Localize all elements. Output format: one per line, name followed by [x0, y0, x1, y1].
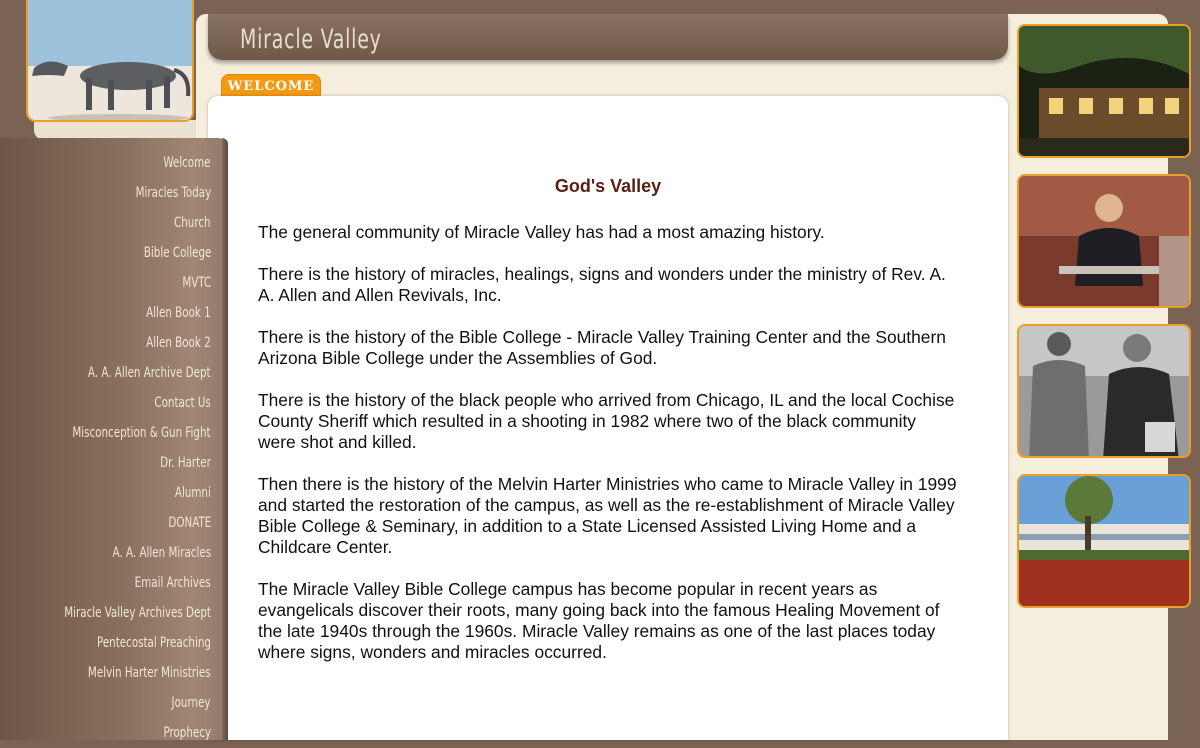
page-heading: God's Valley	[554, 176, 662, 196]
tab-welcome[interactable]: WELCOME	[221, 74, 321, 97]
campus-building-night-photo	[1017, 24, 1191, 158]
nav-item-alumni[interactable]: Alumni	[175, 485, 211, 501]
nav-item-allen-book-2[interactable]: Allen Book 2	[146, 335, 211, 351]
nav-item-welcome[interactable]: Welcome	[163, 155, 211, 171]
horse-photo	[26, 0, 194, 122]
paragraph: Then there is the history of the Melvin Harter Ministries who came to Miracle Valley in 1999 and started the restoration of the campus, as well as the re-establishment of Miracle Valley Bible College & Seminary, in addition to a State Licensed Assisted Living Home and a Childcare Center.	[258, 474, 957, 557]
nav-item-donate[interactable]: DONATE	[168, 515, 211, 531]
nav-item-allen-archive-dept[interactable]: A. A. Allen Archive Dept	[88, 365, 211, 381]
sidebar-nav	[0, 138, 228, 740]
header-bar	[208, 14, 1008, 60]
paragraph: There is the history of miracles, healings, signs and wonders under the ministry of Rev. A. A. Allen and Allen Revivals, Inc.	[258, 264, 946, 305]
nav-item-melvin-harter-ministries[interactable]: Melvin Harter Ministries	[88, 665, 211, 681]
nav-item-miracle-valley-archives[interactable]: Miracle Valley Archives Dept	[64, 605, 211, 621]
main-content	[208, 96, 1008, 740]
nav-item-miracles-today[interactable]: Miracles Today	[135, 185, 211, 201]
paragraph: There is the history of the Bible College - Miracle Valley Training Center and the Southern Arizona Bible College under the Assemblies of God.	[258, 327, 946, 368]
officers-photo	[1017, 324, 1191, 458]
nav-item-mvtc[interactable]: MVTC	[182, 275, 211, 291]
paragraph: The general community of Miracle Valley has had a most amazing history.	[258, 222, 825, 242]
nav-item-journey[interactable]: Journey	[172, 695, 211, 711]
nav-item-allen-book-1[interactable]: Allen Book 1	[146, 305, 211, 321]
nav-item-dr-harter[interactable]: Dr. Harter	[160, 455, 211, 471]
logo-shadow	[34, 120, 204, 140]
paragraph: The Miracle Valley Bible College campus has become popular in recent years as evangelicals discover their roots, many going back into the famous Healing Movement of the late 1940s through the 1960s. Miracle Valley remains as one of the last places today where signs, wonders and miracles occurred.	[258, 579, 940, 662]
site-title: Miracle Valley	[240, 24, 382, 55]
nav-item-allen-miracles[interactable]: A. A. Allen Miracles	[112, 545, 211, 561]
nav-item-email-archives[interactable]: Email Archives	[135, 575, 211, 591]
paragraph: There is the history of the black people who arrived from Chicago, IL and the local Cochise County Sheriff which resulted in a shooting in 1982 where two of the black community were shot and killed.	[258, 390, 955, 452]
nav-item-pentecostal-preaching[interactable]: Pentecostal Preaching	[97, 635, 211, 651]
nav-item-contact-us[interactable]: Contact Us	[154, 395, 211, 411]
nav-item-bible-college[interactable]: Bible College	[143, 245, 211, 261]
nav-item-misconception-gun-fight[interactable]: Misconception & Gun Fight	[72, 425, 211, 441]
nav-item-prophecy[interactable]: Prophecy	[163, 725, 211, 741]
campus-garden-photo	[1017, 474, 1191, 608]
preacher-photo	[1017, 174, 1191, 308]
article-body	[258, 222, 958, 684]
nav-item-church[interactable]: Church	[174, 215, 211, 231]
horse-illustration	[28, 0, 194, 122]
